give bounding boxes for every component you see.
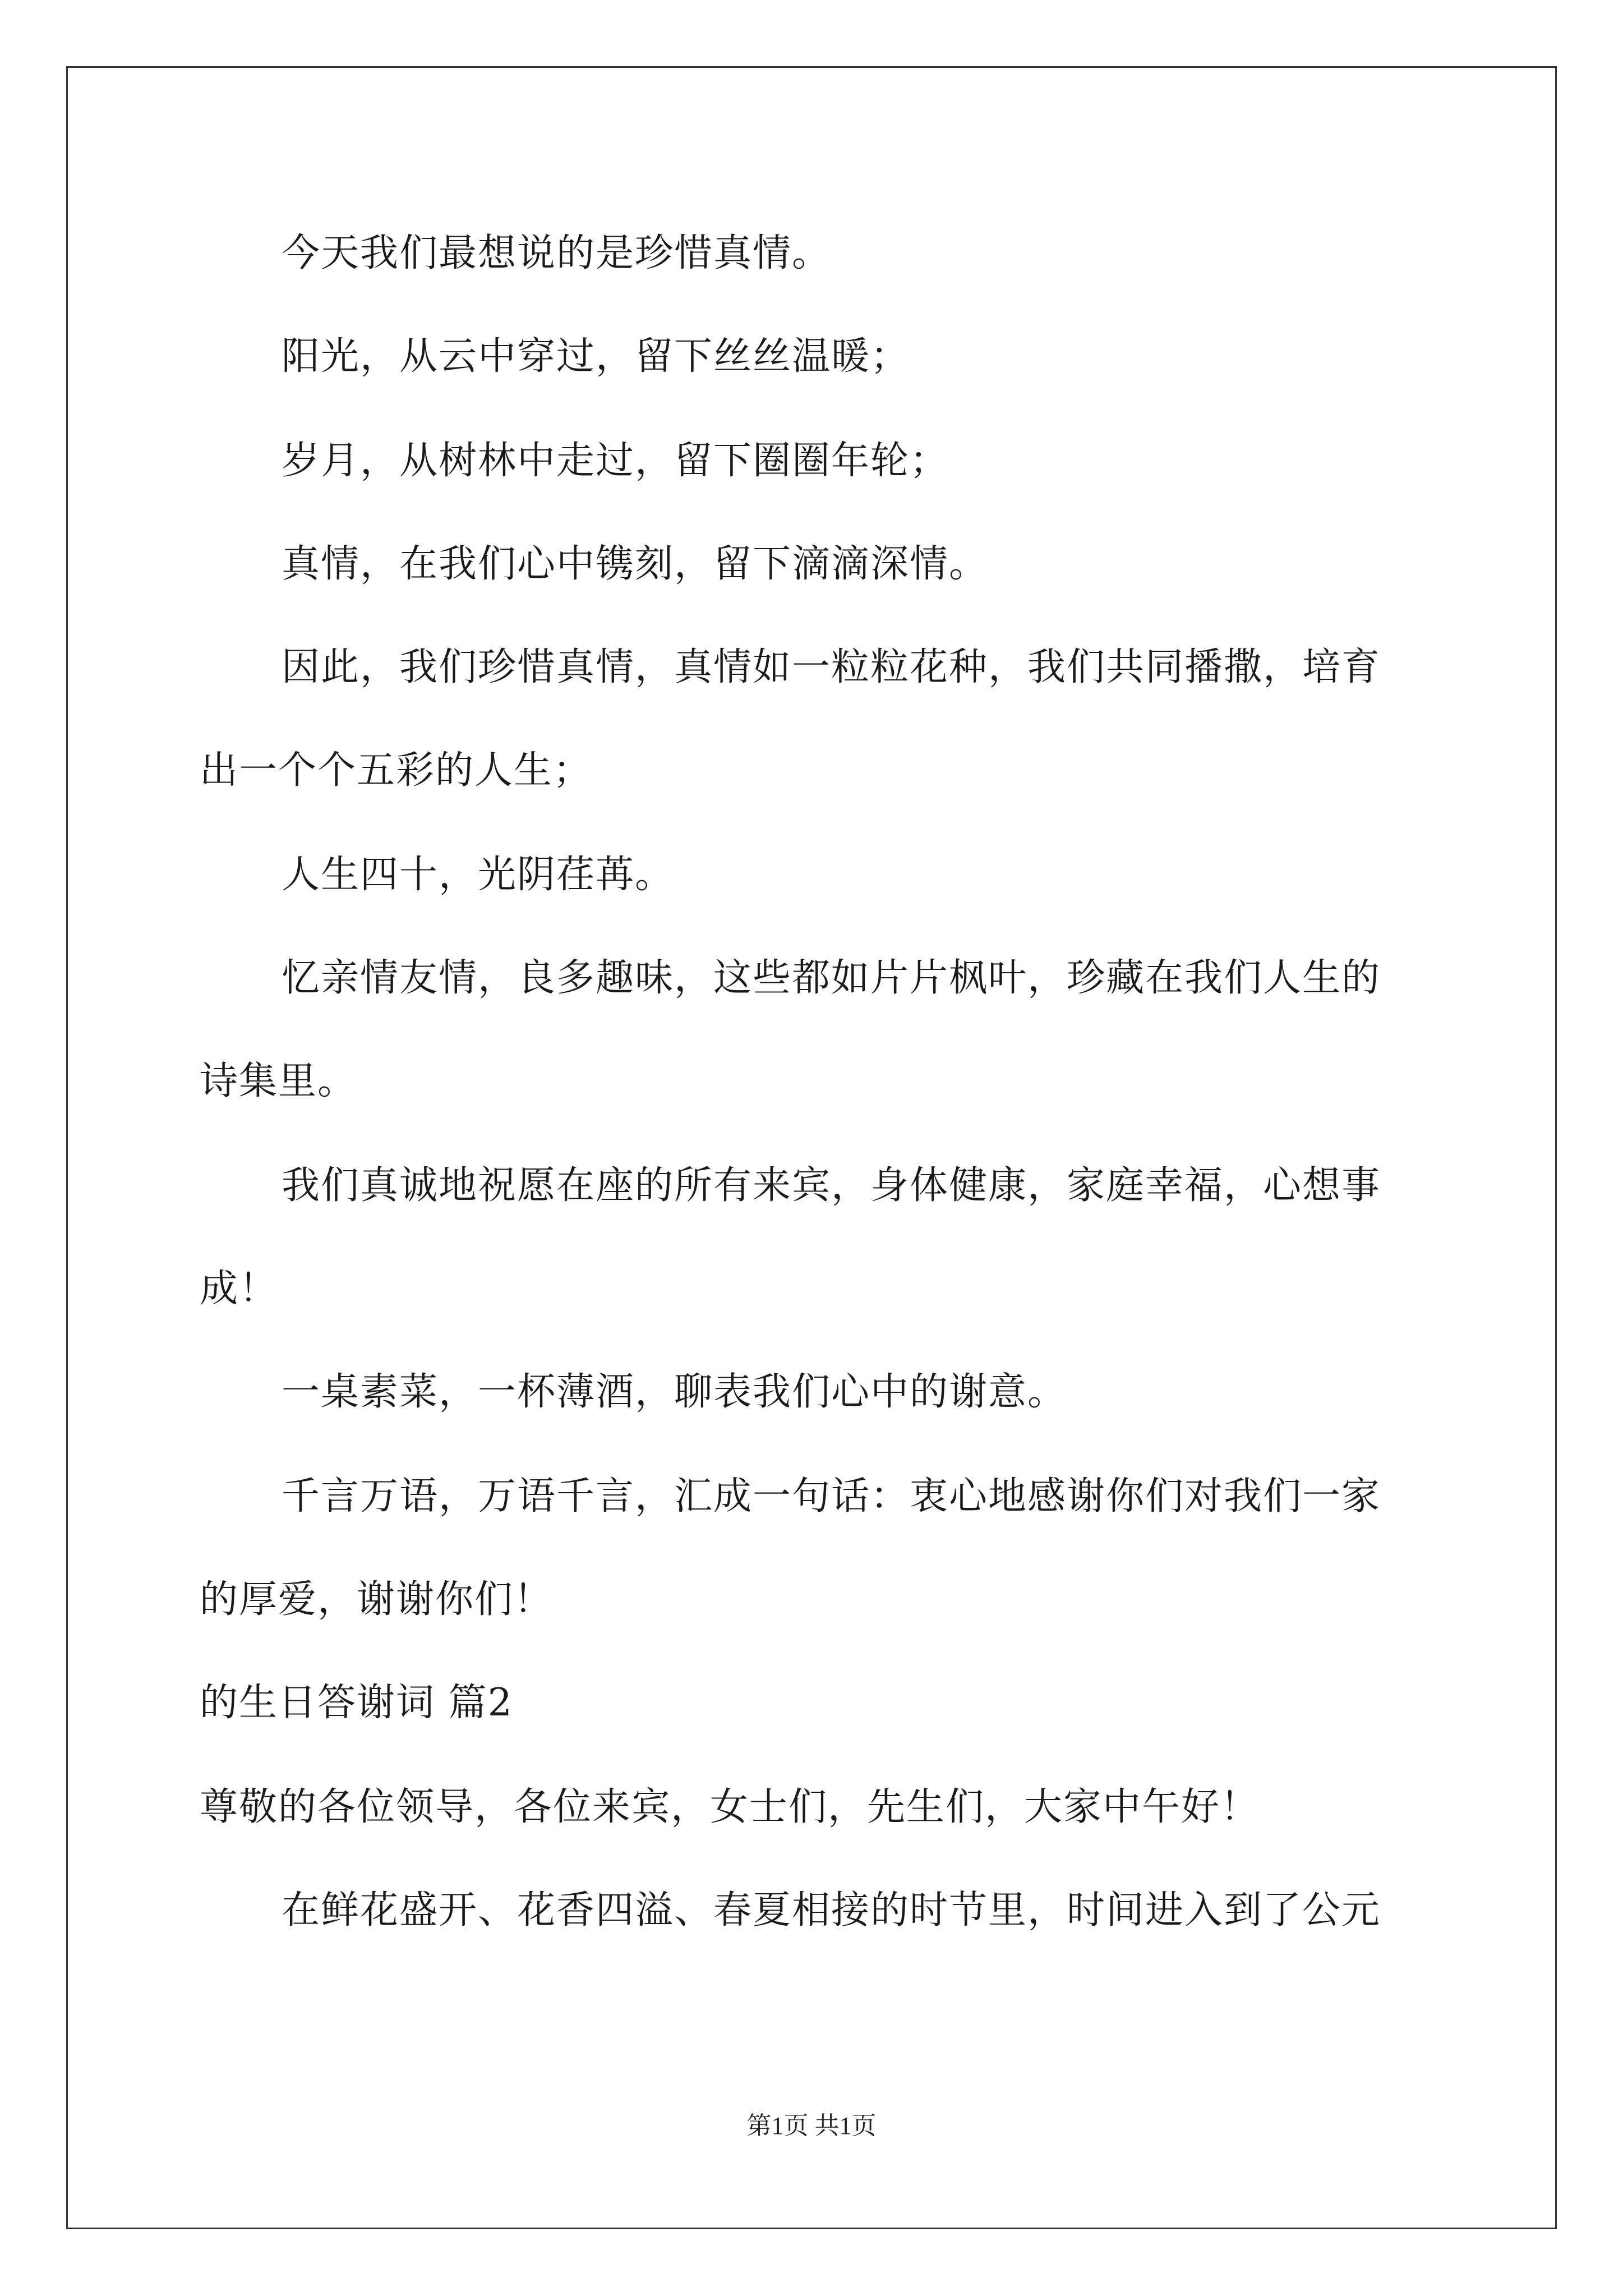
paragraph-line: 成！ <box>200 1267 279 1311</box>
paragraph-line: 出一个个五彩的人生； <box>200 748 593 793</box>
paragraph-line: 一桌素菜，一杯薄酒，聊表我们心中的谢意。 <box>282 1370 1067 1414</box>
paragraph-line: 今天我们最想说的是珍惜真情。 <box>282 231 832 275</box>
paragraph-line: 诗集里。 <box>200 1059 357 1103</box>
page-number: 第1页 共1页 <box>746 2112 877 2139</box>
paragraph-line: 在鲜花盛开、花香四溢、春夏相接的时节里，时间进入到了公元 <box>282 1888 1381 1932</box>
paragraph-line: 因此，我们珍惜真情，真情如一粒粒花种，我们共同播撒，培育 <box>282 645 1381 689</box>
paragraph-line: 的厚爱，谢谢你们！ <box>200 1577 554 1622</box>
paragraph-line: 岁月，从树林中走过，留下圈圈年轮； <box>282 439 949 483</box>
paragraph-line: 人生四十，光阴荏苒。 <box>282 853 675 897</box>
paragraph-line: 千言万语，万语千言，汇成一句话：衷心地感谢你们对我们一家 <box>282 1474 1381 1519</box>
paragraph-line: 尊敬的各位领导，各位来宾，女士们，先生们，大家中午好！ <box>200 1785 1260 1829</box>
section-heading: 的生日答谢词 篇2 <box>200 1681 513 1725</box>
paragraph-line: 忆亲情友情，良多趣味，这些都如片片枫叶，珍藏在我们人生的 <box>282 956 1381 1000</box>
paragraph-line: 真情，在我们心中镌刻，留下滴滴深情。 <box>282 542 989 586</box>
paragraph-line: 我们真诚地祝愿在座的所有来宾，身体健康，家庭幸福，心想事 <box>282 1163 1381 1208</box>
paragraph-line: 阳光，从云中穿过，留下丝丝温暖； <box>282 334 910 379</box>
